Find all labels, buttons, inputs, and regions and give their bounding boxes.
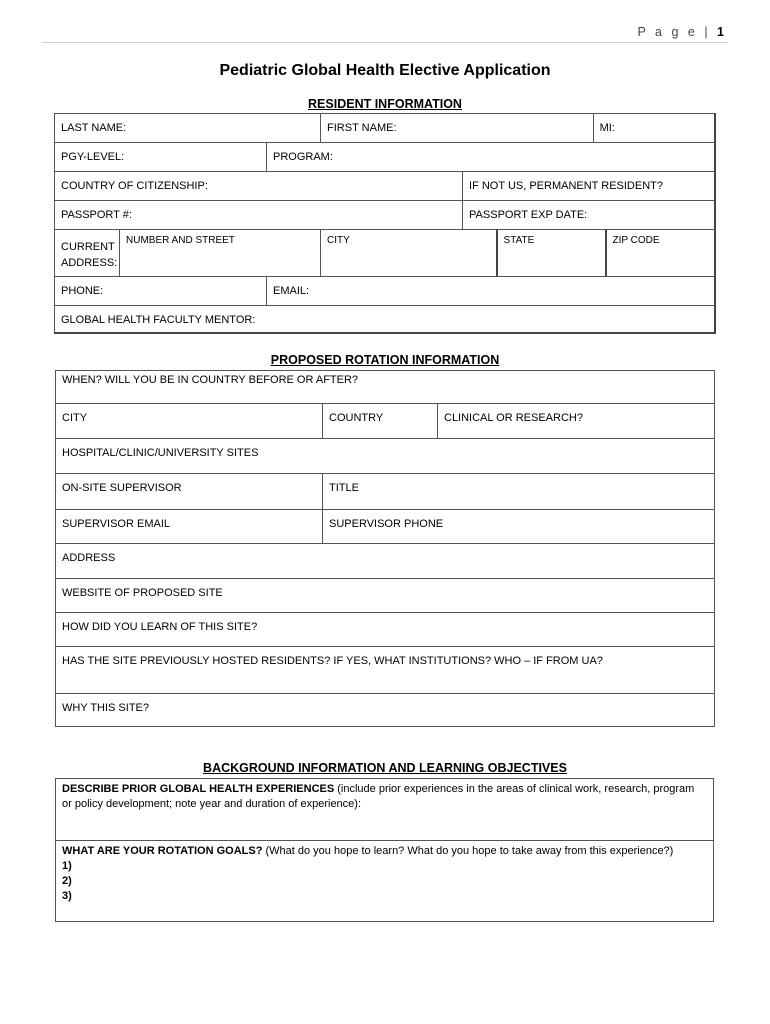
supervisor-phone-field[interactable]: SUPERVISOR PHONE — [323, 510, 715, 544]
state-field[interactable]: STATE — [497, 230, 606, 277]
why-field[interactable]: WHY THIS SITE? — [56, 694, 715, 727]
website-field[interactable]: WEBSITE OF PROPOSED SITE — [56, 579, 715, 613]
page-number: P a g e | 1 — [637, 25, 724, 39]
zip-field[interactable]: ZIP CODE — [606, 230, 715, 277]
program-field[interactable]: PROGRAM: — [267, 143, 715, 172]
page-number-value: 1 — [717, 25, 724, 39]
first-name-field[interactable]: FIRST NAME: — [321, 114, 594, 142]
passport-field[interactable]: PASSPORT #: — [55, 201, 463, 230]
when-field[interactable]: WHEN? WILL YOU BE IN COUNTRY BEFORE OR AFTER? — [56, 371, 715, 404]
rotation-country-field[interactable]: COUNTRY — [323, 404, 438, 439]
hosted-field[interactable]: HAS THE SITE PREVIOUSLY HOSTED RESIDENTS? IF YES, WHAT INSTITUTIONS? WHO – IF FROM UA? — [56, 647, 715, 694]
phone-field[interactable]: PHONE: — [55, 277, 267, 306]
citizenship-field[interactable]: COUNTRY OF CITIZENSHIP: — [55, 172, 463, 201]
header-rule — [42, 42, 728, 43]
rotation-heading: PROPOSED ROTATION INFORMATION — [270, 353, 500, 367]
goal-2: 2) — [62, 875, 72, 887]
address-field[interactable]: ADDRESS — [56, 544, 715, 579]
last-name-field[interactable]: LAST NAME: — [55, 114, 321, 143]
resident-heading: RESIDENT INFORMATION — [308, 97, 462, 111]
page-label: P a g e — [637, 25, 698, 39]
pgy-level-field[interactable]: PGY-LEVEL: — [55, 143, 267, 172]
current-address-label: CURRENT ADDRESS: — [55, 230, 120, 277]
first-mi-cell — [321, 114, 715, 143]
learn-field[interactable]: HOW DID YOU LEARN OF THIS SITE? — [56, 613, 715, 647]
prior-experience-field[interactable]: DESCRIBE PRIOR GLOBAL HEALTH EXPERIENCES (include prior experiences in the areas of clinical work, research, program or policy development; note year and duration of experience): — [56, 779, 714, 841]
form-title: Pediatric Global Health Elective Application — [219, 62, 551, 79]
goal-3: 3) — [62, 890, 72, 902]
supervisor-email-field[interactable]: SUPERVISOR EMAIL — [56, 510, 323, 544]
supervisor-field[interactable]: ON-SITE SUPERVISOR — [56, 474, 323, 510]
clinical-research-field[interactable]: CLINICAL OR RESEARCH? — [438, 404, 715, 439]
supervisor-title-field[interactable]: TITLE — [323, 474, 715, 510]
number-street-field[interactable]: NUMBER AND STREET — [120, 230, 321, 277]
mentor-field[interactable]: GLOBAL HEALTH FACULTY MENTOR: — [55, 306, 715, 333]
mi-field[interactable]: MI: — [599, 122, 615, 134]
background-heading: BACKGROUND INFORMATION AND LEARNING OBJECTIVES — [203, 761, 567, 775]
permanent-resident-field[interactable]: IF NOT US, PERMANENT RESIDENT? — [463, 172, 715, 201]
city-field[interactable]: CITY — [321, 230, 497, 277]
background-table — [55, 778, 714, 922]
rotation-table — [55, 370, 715, 727]
rotation-city-field[interactable]: CITY — [56, 404, 323, 439]
email-field[interactable]: EMAIL: — [267, 277, 715, 306]
sites-field[interactable]: HOSPITAL/CLINIC/UNIVERSITY SITES — [56, 439, 715, 474]
resident-table — [54, 113, 716, 334]
goal-1: 1) — [62, 860, 72, 872]
rotation-goals-field[interactable]: WHAT ARE YOUR ROTATION GOALS? (What do you hope to learn? What do you hope to take away from this experience?) 1) 2) 3) — [56, 841, 714, 922]
passport-exp-field[interactable]: PASSPORT EXP DATE: — [463, 201, 715, 230]
